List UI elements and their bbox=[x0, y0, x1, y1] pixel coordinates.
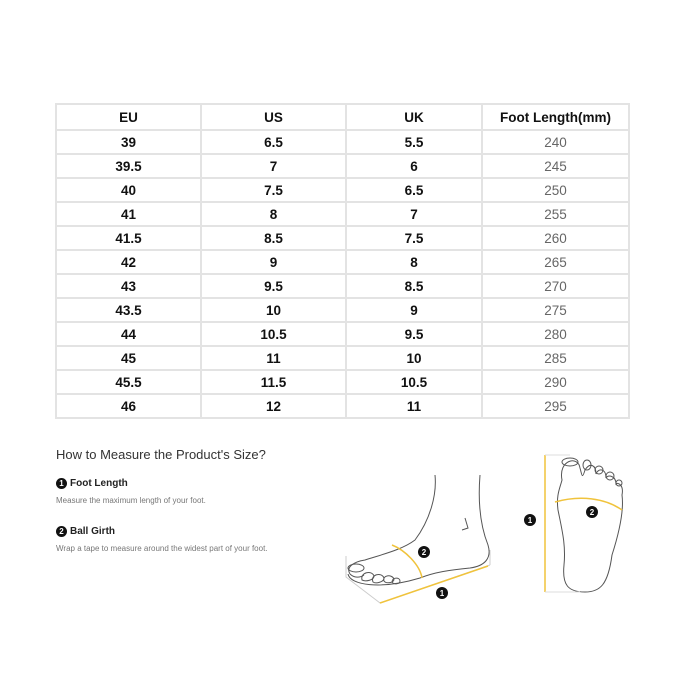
cell-us: 12 bbox=[201, 394, 346, 418]
cell-us: 10 bbox=[201, 298, 346, 322]
cell-us: 7.5 bbox=[201, 178, 346, 202]
cell-us: 11 bbox=[201, 346, 346, 370]
cell-uk: 10 bbox=[346, 346, 482, 370]
step-ball-girth bbox=[56, 526, 268, 553]
step-foot-length bbox=[56, 478, 206, 505]
cell-eu: 43.5 bbox=[56, 298, 201, 322]
side-view-foot-icon bbox=[346, 475, 490, 603]
cell-uk: 10.5 bbox=[346, 370, 482, 394]
cell-eu: 40 bbox=[56, 178, 201, 202]
cell-uk: 6.5 bbox=[346, 178, 482, 202]
cell-us: 10.5 bbox=[201, 322, 346, 346]
cell-foot-length: 245 bbox=[482, 154, 629, 178]
table-row bbox=[56, 274, 629, 298]
cell-eu: 41 bbox=[56, 202, 201, 226]
cell-foot-length: 250 bbox=[482, 178, 629, 202]
cell-uk: 5.5 bbox=[346, 130, 482, 154]
cell-us: 9.5 bbox=[201, 274, 346, 298]
step-description: Measure the maximum length of your foot. bbox=[56, 496, 206, 505]
size-chart-table bbox=[55, 103, 630, 419]
cell-us: 8 bbox=[201, 202, 346, 226]
cell-eu: 39 bbox=[56, 130, 201, 154]
header-us: US bbox=[201, 104, 346, 130]
cell-eu: 45.5 bbox=[56, 370, 201, 394]
table-row bbox=[56, 154, 629, 178]
number-2-icon: 2 bbox=[56, 526, 67, 537]
cell-us: 8.5 bbox=[201, 226, 346, 250]
cell-foot-length: 240 bbox=[482, 130, 629, 154]
number-1-icon: 1 bbox=[56, 478, 67, 489]
cell-foot-length: 255 bbox=[482, 202, 629, 226]
table-row bbox=[56, 250, 629, 274]
cell-eu: 43 bbox=[56, 274, 201, 298]
cell-foot-length: 275 bbox=[482, 298, 629, 322]
cell-foot-length: 285 bbox=[482, 346, 629, 370]
table-row bbox=[56, 178, 629, 202]
cell-foot-length: 295 bbox=[482, 394, 629, 418]
table-row bbox=[56, 394, 629, 418]
cell-eu: 44 bbox=[56, 322, 201, 346]
cell-eu: 41.5 bbox=[56, 226, 201, 250]
cell-uk: 9 bbox=[346, 298, 482, 322]
cell-uk: 7.5 bbox=[346, 226, 482, 250]
table-row bbox=[56, 298, 629, 322]
cell-uk: 7 bbox=[346, 202, 482, 226]
cell-uk: 6 bbox=[346, 154, 482, 178]
table-row bbox=[56, 346, 629, 370]
cell-eu: 45 bbox=[56, 346, 201, 370]
header-foot-length: Foot Length(mm) bbox=[482, 104, 629, 130]
svg-text:2: 2 bbox=[421, 548, 427, 557]
table-row bbox=[56, 226, 629, 250]
table-row bbox=[56, 130, 629, 154]
svg-text:2: 2 bbox=[589, 508, 595, 517]
table-row bbox=[56, 370, 629, 394]
cell-eu: 42 bbox=[56, 250, 201, 274]
sole-view-foot-icon bbox=[557, 458, 622, 592]
cell-uk: 11 bbox=[346, 394, 482, 418]
step-description: Wrap a tape to measure around the widest part of your foot. bbox=[56, 544, 268, 553]
cell-uk: 8 bbox=[346, 250, 482, 274]
cell-us: 6.5 bbox=[201, 130, 346, 154]
cell-eu: 39.5 bbox=[56, 154, 201, 178]
cell-foot-length: 280 bbox=[482, 322, 629, 346]
step-label: Ball Girth bbox=[70, 526, 116, 537]
table-header-row bbox=[56, 104, 629, 130]
foot-length-line bbox=[380, 566, 488, 603]
header-uk: UK bbox=[346, 104, 482, 130]
header-eu: EU bbox=[56, 104, 201, 130]
foot-measurement-illustration bbox=[340, 450, 640, 610]
cell-us: 9 bbox=[201, 250, 346, 274]
cell-us: 11.5 bbox=[201, 370, 346, 394]
cell-foot-length: 265 bbox=[482, 250, 629, 274]
table-row bbox=[56, 202, 629, 226]
svg-text:1: 1 bbox=[527, 516, 533, 525]
cell-foot-length: 270 bbox=[482, 274, 629, 298]
measure-title: How to Measure the Product's Size? bbox=[56, 447, 266, 462]
step-label: Foot Length bbox=[70, 478, 128, 489]
cell-uk: 9.5 bbox=[346, 322, 482, 346]
cell-eu: 46 bbox=[56, 394, 201, 418]
cell-uk: 8.5 bbox=[346, 274, 482, 298]
cell-foot-length: 260 bbox=[482, 226, 629, 250]
cell-us: 7 bbox=[201, 154, 346, 178]
svg-text:1: 1 bbox=[439, 589, 445, 598]
table-row bbox=[56, 322, 629, 346]
cell-foot-length: 290 bbox=[482, 370, 629, 394]
